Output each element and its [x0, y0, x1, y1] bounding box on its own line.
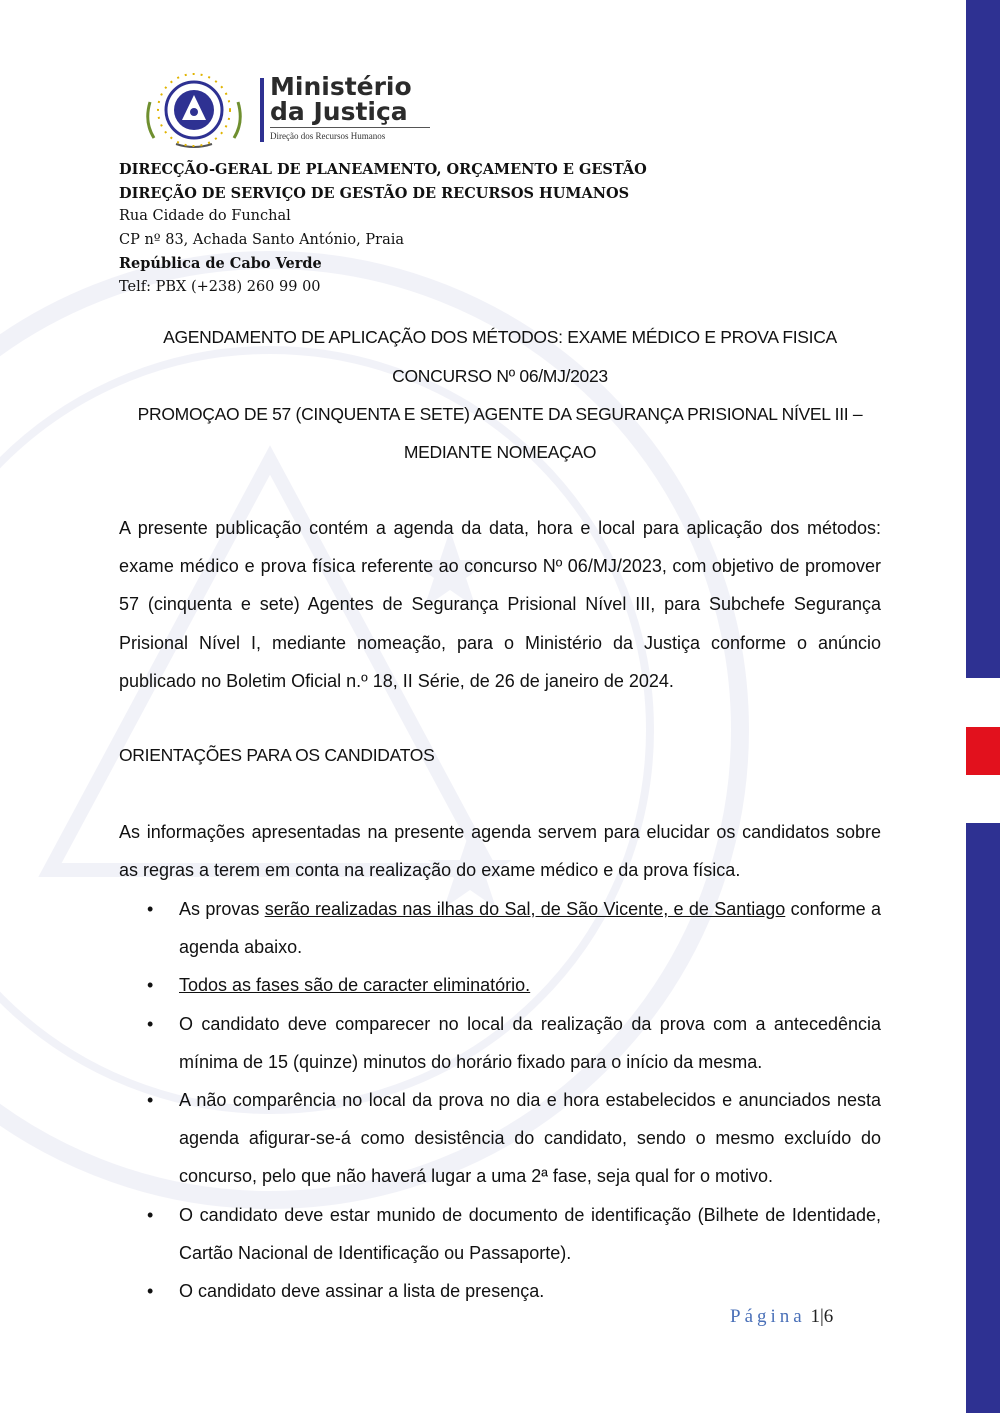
address-postal: CP nº 83, Achada Santo António, Praia — [119, 231, 404, 248]
list-item — [119, 1196, 881, 1272]
logo-line-1: Ministério — [270, 72, 412, 101]
logo-divider — [260, 78, 264, 142]
address-street: Rua Cidade do Funchal — [119, 208, 291, 225]
orientation-paragraph: As informações apresentadas na presente agenda servem para elucidar os candidatos sobre as regras a terem em conta na realização do exame médico e da prova física. — [119, 822, 881, 881]
guidelines-list — [119, 890, 881, 1310]
address-phone: Telf: PBX (+238) 260 99 00 — [119, 278, 321, 295]
promotion-title: PROMOÇAO DE 57 (CINQUENTA E SETE) AGENTE DA SEGURANÇA PRISIONAL NÍVEL III – — [137, 404, 863, 424]
address-directorate: DIRECÇÃO-GERAL DE PLANEAMENTO, ORÇAMENTO E GESTÃO — [119, 161, 647, 178]
side-band-blue-bottom — [966, 823, 1000, 1413]
bullet-6-text: O candidato deve assinar a lista de presença. — [179, 1281, 545, 1302]
address-block — [119, 158, 647, 300]
page-current: 1 — [810, 1306, 820, 1327]
intro-text-2: referente ao concurso Nº 06/MJ/2023, com objetivo de promover 57 (cinquenta e sete) Agentes de Segurança Prisional Nível III, para Subchefe Segurança Prisional Nível I, mediante nomeação, para o Ministério da Justiça conforme o anúncio publicado no Boletim Oficial n.º 18, II Série, de 26 de janeiro de 2024. — [119, 556, 881, 691]
bullet-icon: • — [147, 1013, 154, 1034]
bullet-icon: • — [147, 1090, 154, 1111]
address-country: República de Cabo Verde — [119, 255, 322, 273]
bullet-icon: • — [147, 1204, 154, 1225]
bullet-icon: • — [147, 1281, 154, 1302]
intro-paragraph — [119, 509, 881, 700]
bullet-1-underlined: serão realizadas nas ilhas do Sal, de São Vicente, e de Santiago — [264, 899, 786, 919]
bullet-2-text: Todos as fases são de caracter eliminatório. — [179, 975, 531, 996]
list-item — [119, 1272, 881, 1310]
page-footer — [730, 1306, 833, 1328]
intro-highlight: exame médico e prova física — [119, 556, 356, 577]
bullet-5-text: O candidato deve estar munido de documento de identificação (Bilhete de Identidade, Cartão Nacional de Identificação ou Passaporte). — [179, 1204, 881, 1263]
list-item — [119, 890, 881, 966]
section-title: ORIENTAÇÕES PARA OS CANDIDATOS — [119, 745, 435, 765]
side-band-blue-top — [966, 0, 1000, 678]
cabo-verde-seal-icon — [136, 72, 252, 150]
list-item — [119, 1005, 881, 1081]
page-label: Página — [730, 1306, 806, 1327]
intro-text-1: A presente publicação contém a agenda da data, hora e local para aplicação dos métodos: — [119, 518, 881, 538]
bullet-icon: • — [147, 899, 154, 919]
bullet-1-text: As provas — [179, 899, 265, 919]
address-service: DIREÇÃO DE SERVIÇO DE GESTÃO DE RECURSOS HUMANOS — [119, 184, 630, 202]
list-item — [119, 966, 881, 1004]
side-band-red — [966, 727, 1000, 775]
logo-title — [270, 74, 412, 124]
list-item — [119, 1081, 881, 1196]
bullet-icon: • — [147, 975, 154, 996]
logo-line-2: da Justiça — [270, 97, 408, 126]
logo-subtitle: Direção dos Recursos Humanos — [270, 131, 386, 141]
page-separator: | — [819, 1306, 824, 1327]
bullet-1-text-end: conforme a agenda abaixo. — [179, 899, 881, 958]
page-total: 6 — [823, 1306, 834, 1327]
promotion-subtitle: MEDIANTE NOMEAÇAO — [403, 442, 597, 462]
logo-rule — [270, 127, 430, 128]
contest-number: CONCURSO Nº 06/MJ/2023 — [392, 366, 608, 386]
bullet-3-text: O candidato deve comparecer no local da realização da prova com a antecedência mínima de 15 (quinze) minutos do horário fixado para o início da mesma. — [179, 1013, 881, 1072]
ministry-logo — [136, 72, 436, 150]
bullet-4-text: A não comparência no local da prova no dia e hora estabelecidos e anunciados nesta agenda afigurar-se-á como desistência do candidato, sendo o mesmo excluído do concurso, pelo que não haverá lugar a uma 2ª fase, seja qual for o motivo. — [179, 1090, 881, 1187]
document-title: AGENDAMENTO DE APLICAÇÃO DOS MÉTODOS: EXAME MÉDICO E PROVA FISICA — [163, 327, 837, 347]
